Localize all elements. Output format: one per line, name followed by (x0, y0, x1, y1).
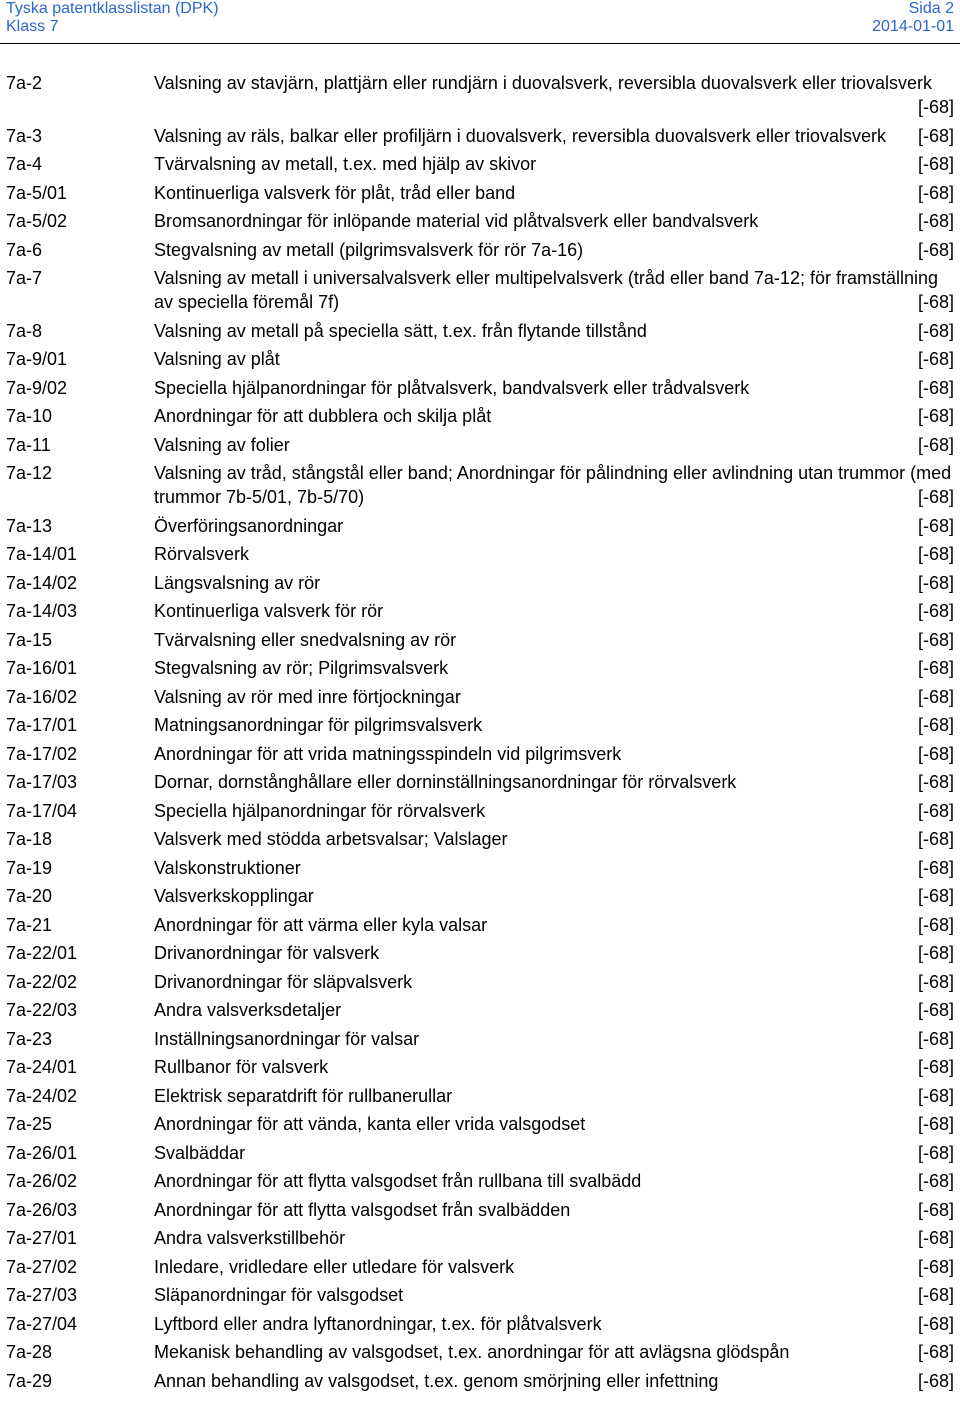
class-year-reference: [-68] (917, 715, 954, 735)
class-code: 7a-10 (6, 406, 53, 426)
class-description (154, 1312, 954, 1336)
class-year-reference: [-68] (917, 1199, 954, 1220)
class-year-reference: [-68] (917, 515, 954, 536)
page-number: Sida 2 (908, 0, 954, 17)
class-year-reference: [-68] (917, 1085, 954, 1106)
class-title: Rörvalsverk (154, 544, 250, 564)
class-entry (0, 542, 960, 566)
class-code: 7a-18 (6, 829, 53, 849)
class-title: Inställningsanordningar för valsar (154, 1028, 420, 1049)
class-year-reference: [-68] (917, 914, 954, 935)
class-title: Stegvalsning av rör; Pilgrimsvalsverk (154, 658, 449, 678)
class-title: Inledare, vridledare eller utledare för valsverk (154, 1256, 515, 1277)
class-title: Valsning av rör med inre förtjockningar (154, 686, 461, 707)
class-entry (0, 433, 960, 457)
class-title: Valskonstruktioner (154, 857, 301, 878)
class-code: 7a-24/01 (6, 1057, 78, 1077)
class-description (154, 319, 954, 343)
class-entry (0, 713, 960, 737)
header-divider (0, 43, 960, 44)
class-entry (0, 376, 960, 400)
class-title: Stegvalsning av metall (pilgrimsvalsverk för rör 7a-16) (154, 239, 584, 260)
class-description (154, 1369, 954, 1393)
class-code: 7a-19 (6, 857, 53, 878)
class-year-reference: [-68] (917, 239, 954, 260)
class-entry (0, 319, 960, 343)
class-title: Tvärvalsning eller snedvalsning av rör (154, 629, 457, 650)
class-code: 7a-5/02 (6, 211, 68, 231)
class-description (154, 742, 954, 766)
class-description (154, 913, 954, 937)
class-title: Valsning av metall i universalvalsverk eller multipelvalsverk (tråd eller band 7a-12; för framställning av speciella föremål 7f) (154, 268, 939, 312)
class-description (154, 656, 954, 680)
class-entry (0, 856, 960, 880)
class-year-reference: [-68] (917, 629, 954, 650)
class-entry (0, 1312, 960, 1336)
class-title: Kontinuerliga valsverk för rör (154, 601, 384, 621)
class-year-reference: [-68] (917, 1114, 954, 1134)
class-year-reference: [-68] (917, 211, 954, 231)
class-code: 7a-14/02 (6, 572, 78, 593)
class-entry (0, 599, 960, 623)
class-code: 7a-16/01 (6, 658, 78, 678)
class-year-reference: [-68] (917, 886, 954, 906)
class-year-reference: [-68] (917, 943, 954, 963)
class-description (154, 376, 954, 400)
class-description (154, 461, 954, 509)
class-year-reference: [-68] (917, 829, 954, 849)
class-code: 7a-2 (6, 73, 43, 93)
class-year-reference: [-68] (917, 1342, 954, 1362)
class-description (154, 1198, 954, 1222)
class-description (154, 152, 954, 176)
class-description (154, 998, 954, 1022)
class-code: 7a-24/02 (6, 1085, 78, 1106)
class-code: 7a-25 (6, 1114, 53, 1134)
class-year-reference: [-68] (917, 1313, 954, 1334)
class-code: 7a-9/02 (6, 377, 68, 398)
class-code: 7a-14/01 (6, 544, 78, 564)
class-year-reference: [-68] (917, 1000, 954, 1020)
class-title: Andra valsverksdetaljer (154, 1000, 342, 1020)
class-description (154, 571, 954, 595)
class-code: 7a-22/03 (6, 1000, 78, 1020)
class-description (154, 856, 954, 880)
class-year-reference: [-68] (917, 97, 954, 117)
class-entry (0, 770, 960, 794)
class-description (154, 628, 954, 652)
class-description (154, 599, 954, 623)
class-entry (0, 1226, 960, 1250)
class-entry (0, 461, 960, 509)
class-year-reference: [-68] (917, 320, 954, 341)
class-entry (0, 404, 960, 428)
class-year-reference: [-68] (917, 1171, 954, 1191)
class-code: 7a-26/02 (6, 1171, 78, 1191)
class-year-reference: [-68] (917, 1285, 954, 1305)
class-code: 7a-8 (6, 320, 43, 341)
class-description (154, 941, 954, 965)
class-title: Anordningar för att vända, kanta eller vrida valsgodset (154, 1114, 586, 1134)
class-description (154, 770, 954, 794)
class-code: 7a-6 (6, 239, 43, 260)
class-title: Överföringsanordningar (154, 515, 344, 536)
class-description (154, 970, 954, 994)
class-title: Elektrisk separatdrift för rullbanerullar (154, 1085, 453, 1106)
class-code: 7a-11 (6, 434, 51, 455)
class-code: 7a-27/01 (6, 1228, 78, 1248)
class-year-reference: [-68] (917, 971, 954, 992)
class-year-reference: [-68] (917, 800, 954, 821)
class-entry (0, 1169, 960, 1193)
class-code: 7a-26/01 (6, 1142, 78, 1163)
class-code: 7a-14/03 (6, 601, 78, 621)
class-year-reference: [-68] (917, 544, 954, 564)
class-entry (0, 1055, 960, 1079)
class-title: Dornar, dornstånghållare eller dorninställningsanordningar för rörvalsverk (154, 772, 737, 792)
class-description (154, 238, 954, 262)
class-code: 7a-22/01 (6, 943, 78, 963)
class-title: Släpanordningar för valsgodset (154, 1285, 404, 1305)
class-year-reference: [-68] (917, 658, 954, 678)
class-code: 7a-29 (6, 1370, 53, 1391)
class-code: 7a-26/03 (6, 1199, 78, 1220)
class-title: Anordningar för att dubblera och skilja plåt (154, 406, 492, 426)
class-year-reference: [-68] (917, 487, 954, 507)
class-title: Matningsanordningar för pilgrimsvalsverk (154, 715, 483, 735)
class-year-reference: [-68] (917, 406, 954, 426)
class-description (154, 1169, 954, 1193)
class-code: 7a-9/01 (6, 349, 68, 369)
class-title: Valsverkskopplingar (154, 886, 314, 906)
class-code: 7a-3 (6, 125, 43, 146)
class-description (154, 124, 954, 148)
class-code: 7a-27/04 (6, 1313, 78, 1334)
class-code: 7a-12 (6, 463, 53, 483)
class-title: Anordningar för att flytta valsgodset från svalbädden (154, 1199, 571, 1220)
class-title: Kontinuerliga valsverk för plåt, tråd eller band (154, 182, 516, 203)
class-description (154, 542, 954, 566)
class-code: 7a-17/01 (6, 715, 78, 735)
class-year-reference: [-68] (917, 1142, 954, 1163)
class-description (154, 685, 954, 709)
class-title: Valsning av folier (154, 434, 290, 455)
class-description (154, 347, 954, 371)
class-title: Lyftbord eller andra lyftanordningar, t.ex. för plåtvalsverk (154, 1313, 602, 1334)
class-title: Andra valsverkstillbehör (154, 1228, 346, 1248)
class-code: 7a-28 (6, 1342, 53, 1362)
class-title: Svalbäddar (154, 1142, 246, 1163)
class-entry (0, 884, 960, 908)
class-title: Valsning av räls, balkar eller profiljärn i duovalsverk, reversibla duovalsverk eller triovalsverk (154, 125, 886, 146)
class-description (154, 433, 954, 457)
class-entry (0, 1027, 960, 1051)
class-entry (0, 998, 960, 1022)
class-code: 7a-22/02 (6, 971, 78, 992)
class-title: Valsverk med stödda arbetsvalsar; Valslager (154, 829, 508, 849)
class-title: Speciella hjälpanordningar för rörvalsverk (154, 800, 486, 821)
class-entry (0, 1112, 960, 1136)
class-entry (0, 1369, 960, 1393)
class-year-reference: [-68] (917, 686, 954, 707)
class-code: 7a-5/01 (6, 182, 68, 203)
class-code: 7a-23 (6, 1028, 53, 1049)
class-entry (0, 1084, 960, 1108)
class-code: 7a-17/02 (6, 743, 78, 764)
class-entry (0, 1340, 960, 1364)
class-description (154, 71, 954, 119)
class-year-reference: [-68] (917, 377, 954, 398)
class-description (154, 713, 954, 737)
class-year-reference: [-68] (917, 1057, 954, 1077)
class-title: Mekanisk behandling av valsgodset, t.ex. anordningar för att avlägsna glödspån (154, 1342, 790, 1362)
class-entry (0, 685, 960, 709)
class-entry (0, 656, 960, 680)
class-year-reference: [-68] (917, 125, 954, 146)
class-year-reference: [-68] (917, 1256, 954, 1277)
class-description (154, 884, 954, 908)
class-description (154, 1055, 954, 1079)
class-title: Anordningar för att flytta valsgodset från rullbana till svalbädd (154, 1171, 642, 1191)
class-description (154, 827, 954, 851)
class-code: 7a-27/02 (6, 1256, 78, 1277)
class-entry (0, 347, 960, 371)
class-entry (0, 742, 960, 766)
class-code: 7a-21 (6, 914, 53, 935)
class-entry-list (0, 71, 960, 1397)
class-description (154, 404, 954, 428)
class-entry (0, 181, 960, 205)
class-description (154, 266, 954, 314)
class-description (154, 1084, 954, 1108)
class-year-reference: [-68] (917, 182, 954, 203)
class-title: Bromsanordningar för inlöpande material vid plåtvalsverk eller bandvalsverk (154, 211, 759, 231)
class-entry (0, 913, 960, 937)
class-year-reference: [-68] (917, 1228, 954, 1248)
class-year-reference: [-68] (917, 1028, 954, 1049)
class-code: 7a-17/03 (6, 772, 78, 792)
class-title: Valsning av tråd, stångstål eller band; Anordningar för pålindning eller avlindning utan trummor (med trummor 7b-5/01, 7b-5/70) (154, 463, 952, 507)
class-title: Annan behandling av valsgodset, t.ex. genom smörjning eller infettning (154, 1370, 719, 1391)
document-title: Tyska patentklasslistan (DPK) (6, 0, 219, 17)
class-year-reference: [-68] (917, 743, 954, 764)
class-description (154, 1027, 954, 1051)
class-code: 7a-15 (6, 629, 53, 650)
class-title: Drivanordningar för släpvalsverk (154, 971, 413, 992)
class-entry (0, 970, 960, 994)
document-date: 2014-01-01 (872, 18, 954, 35)
class-year-reference: [-68] (917, 434, 954, 455)
class-title: Anordningar för att värma eller kyla valsar (154, 914, 488, 935)
class-year-reference: [-68] (917, 857, 954, 878)
class-year-reference: [-68] (917, 1370, 954, 1391)
class-entry (0, 1255, 960, 1279)
class-title: Längsvalsning av rör (154, 572, 321, 593)
class-title: Rullbanor för valsverk (154, 1057, 329, 1077)
class-entry (0, 941, 960, 965)
class-description (154, 1255, 954, 1279)
class-description (154, 181, 954, 205)
class-entry (0, 799, 960, 823)
class-title: Tvärvalsning av metall, t.ex. med hjälp av skivor (154, 154, 537, 174)
class-entry (0, 514, 960, 538)
class-year-reference: [-68] (917, 601, 954, 621)
class-entry (0, 1198, 960, 1222)
class-label: Klass 7 (6, 18, 59, 35)
class-code: 7a-13 (6, 515, 53, 536)
class-description (154, 1283, 954, 1307)
class-title: Anordningar för att vrida matningsspindeln vid pilgrimsverk (154, 743, 622, 764)
class-description (154, 799, 954, 823)
class-title: Speciella hjälpanordningar för plåtvalsverk, bandvalsverk eller trådvalsverk (154, 377, 750, 398)
class-entry (0, 628, 960, 652)
class-code: 7a-16/02 (6, 686, 78, 707)
class-entry (0, 571, 960, 595)
class-code: 7a-4 (6, 154, 43, 174)
class-entry (0, 209, 960, 233)
class-entry (0, 1141, 960, 1165)
class-description (154, 1226, 954, 1250)
class-description (154, 1141, 954, 1165)
class-code: 7a-27/03 (6, 1285, 78, 1305)
class-title: Drivanordningar för valsverk (154, 943, 380, 963)
class-description (154, 514, 954, 538)
class-entry (0, 124, 960, 148)
class-title: Valsning av metall på speciella sätt, t.ex. från flytande tillstånd (154, 320, 647, 341)
class-year-reference: [-68] (917, 772, 954, 792)
class-year-reference: [-68] (917, 572, 954, 593)
class-code: 7a-7 (6, 268, 43, 288)
class-description (154, 1112, 954, 1136)
class-entry (0, 238, 960, 262)
class-entry (0, 71, 960, 119)
class-entry (0, 152, 960, 176)
page-header (0, 0, 960, 40)
class-entry (0, 1283, 960, 1307)
class-entry (0, 266, 960, 314)
class-year-reference: [-68] (917, 349, 954, 369)
class-year-reference: [-68] (917, 292, 954, 312)
class-title: Valsning av stavjärn, plattjärn eller rundjärn i duovalsverk, reversibla duovalsverk eller triovalsverk (154, 73, 933, 93)
class-code: 7a-20 (6, 886, 53, 906)
class-year-reference: [-68] (917, 154, 954, 174)
class-description (154, 1340, 954, 1364)
class-title: Valsning av plåt (154, 349, 280, 369)
class-entry (0, 827, 960, 851)
class-code: 7a-17/04 (6, 800, 78, 821)
class-description (154, 209, 954, 233)
